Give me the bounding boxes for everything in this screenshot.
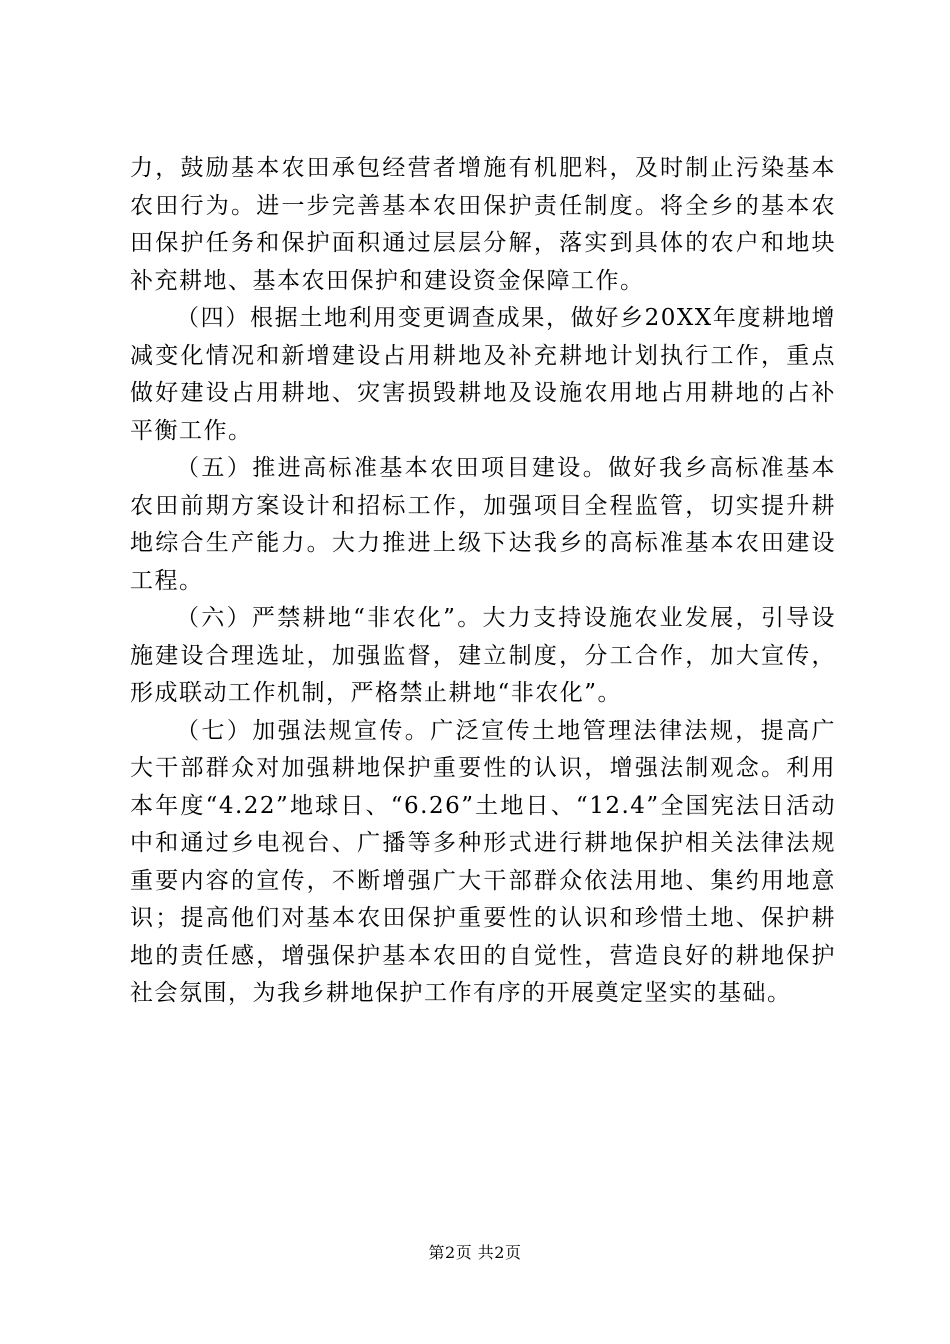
paragraph-item-4: （四）根据土地利用变更调查成果，做好乡20XX年度耕地增减变化情况和新增建设占用耕地及补充耕地计划执行工作，重点做好建设占用耕地、灾害损毁耕地及设施农用地占用耕地的占补平衡工作。 <box>130 305 836 444</box>
paragraph-item-5: （五）推进高标准基本农田项目建设。做好我乡高标准基本农田前期方案设计和招标工作，加强项目全程监管，切实提升耕地综合生产能力。大力推进上级下达我乡的高标准基本农田建设工程。 <box>130 455 836 594</box>
page-number-label: 第2页 共2页 <box>428 1243 522 1262</box>
paragraph-continuation: 力，鼓励基本农田承包经营者增施有机肥料，及时制止污染基本农田行为。进一步完善基本农田保护责任制度。将全乡的基本农田保护任务和保护面积通过层层分解，落实到具体的农户和地块补充耕地、基本农田保护和建设资金保障工作。 <box>130 155 836 294</box>
document-body <box>130 150 836 1013</box>
paragraph-item-6: （六）严禁耕地“非农化”。大力支持设施农业发展，引导设施建设合理选址，加强监督，建立制度，分工合作，加大宣传，形成联动工作机制，严格禁止耕地“非农化”。 <box>130 605 836 706</box>
page-footer <box>0 1243 950 1263</box>
paragraph-item-7: （七）加强法规宣传。广泛宣传土地管理法律法规，提高广大干部群众对加强耕地保护重要性的认识，增强法制观念。利用本年度“4.22”地球日、“6.26”土地日、“12.4”全国宪法日活动中和通过乡电视台、广播等多种形式进行耕地保护相关法律法规重要内容的宣传，不断增强广大干部群众依法用地、集约用地意识；提高他们对基本农田保护重要性的认识和珍惜土地、保护耕地的责任感，增强保护基本农田的自觉性，营造良好的耕地保护社会氛围，为我乡耕地保护工作有序的开展奠定坚实的基础。 <box>130 717 836 1006</box>
